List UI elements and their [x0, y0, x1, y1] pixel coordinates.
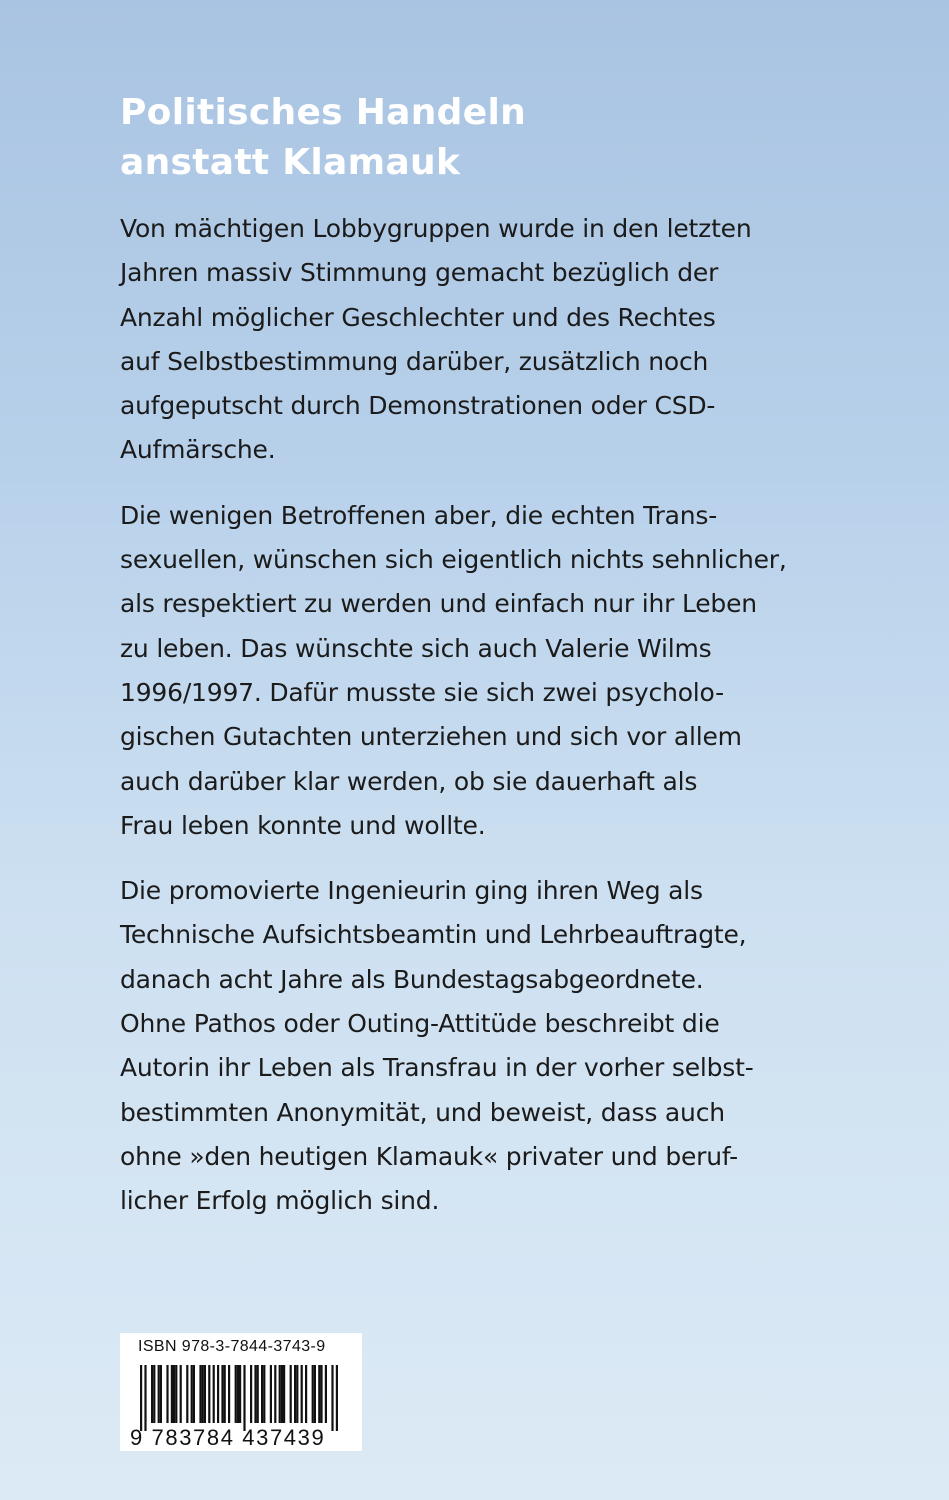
text-line: Die promovierte Ingenieurin ging ihren Weg als [120, 876, 703, 906]
barcode-bar [193, 1365, 195, 1423]
barcode-bar [199, 1365, 201, 1423]
barcode-bar [331, 1365, 333, 1431]
barcode-bar [180, 1365, 182, 1423]
isbn-barcode-box [120, 1333, 362, 1451]
barcode-bar [186, 1365, 188, 1423]
barcode-bar [160, 1365, 162, 1423]
barcode-bar [228, 1365, 230, 1423]
heading-line-2: anstatt Klamauk [120, 142, 461, 183]
barcode-bar [217, 1365, 219, 1423]
text-line: aufgeputscht durch Demonstrationen oder CSD- [120, 391, 716, 421]
barcode-bar [171, 1365, 173, 1423]
text-line: Anzahl möglicher Geschlechter und des Rechtes [120, 302, 716, 332]
text-line: gischen Gutachten unterziehen und sich vor allem [120, 722, 742, 752]
barcode-bar [202, 1365, 204, 1423]
barcode-bar [221, 1365, 223, 1423]
text-line: Jahren massiv Stimmung gemacht bezüglich der [120, 258, 719, 288]
barcode-bar [296, 1365, 298, 1423]
barcode-bar [173, 1365, 175, 1423]
barcode-bar [239, 1365, 241, 1423]
barcode-bar [208, 1365, 210, 1423]
barcode-bar [270, 1365, 272, 1423]
barcode-bar [140, 1365, 142, 1431]
barcode-bar [213, 1365, 215, 1423]
barcode-bar [279, 1365, 281, 1423]
barcode-bar [294, 1365, 296, 1423]
text-line: auf Selbstbestimmung darüber, zusätzlich noch [120, 346, 709, 376]
barcode-bar [318, 1365, 320, 1423]
barcode-bar [250, 1365, 252, 1423]
text-line: als respektiert zu werden und einfach nur ihr Leben [120, 589, 757, 619]
barcode-bar [301, 1365, 303, 1423]
barcode-bars [138, 1365, 348, 1431]
text-line: auch darüber klar werden, ob sie dauerhaft als [120, 766, 698, 796]
blurb-paragraph-2 [120, 494, 820, 848]
barcode-bar [283, 1365, 285, 1423]
barcode-bar [224, 1365, 226, 1423]
text-line: zu leben. Das wünschte sich auch Valerie Wilms [120, 633, 712, 663]
barcode-bar [336, 1365, 338, 1431]
barcode-bar [243, 1365, 245, 1431]
barcode-bar [166, 1365, 168, 1423]
barcode-bar [191, 1365, 193, 1423]
text-line: sexuellen, wünschen sich eigentlich nichts sehnlicher, [120, 545, 787, 575]
barcode-bar [254, 1365, 256, 1423]
text-line: Technische Aufsichtsbeamtin und Lehrbeauftragte, [120, 920, 747, 950]
text-line: Die wenigen Betroffenen aber, die echten Trans- [120, 500, 718, 530]
text-line: 1996/1997. Dafür musste sie sich zwei psycholo- [120, 677, 724, 707]
barcode-bar [204, 1365, 206, 1423]
barcode-bar [257, 1365, 259, 1423]
barcode-bar [290, 1365, 292, 1423]
isbn-label: ISBN 978-3-7844-3743-9 [138, 1338, 326, 1355]
text-line: Autorin ihr Leben als Transfrau in der vorher selbst- [120, 1053, 754, 1083]
barcode-bar [305, 1365, 307, 1423]
text-line: ohne »den heutigen Klamauk« privater und beruf- [120, 1141, 738, 1171]
barcode-bar [320, 1365, 322, 1423]
barcode-bar [175, 1365, 177, 1423]
barcode-bar [274, 1365, 276, 1423]
barcode-bar [314, 1365, 316, 1423]
barcode-bar [237, 1365, 239, 1423]
blurb-paragraph-3 [120, 869, 820, 1223]
barcode-bar [281, 1365, 283, 1423]
cover-heading [120, 88, 820, 188]
blurb-paragraph-1 [120, 207, 820, 473]
barcode-bar [325, 1365, 327, 1423]
text-line: Frau leben konnte und wollte. [120, 810, 486, 840]
barcode-bar [261, 1365, 263, 1423]
barcode-bar [151, 1365, 153, 1423]
barcode-bar [153, 1365, 155, 1423]
text-line: Aufmärsche. [120, 435, 276, 465]
heading-line-1: Politisches Handeln [120, 92, 527, 133]
text-line: Ohne Pathos oder Outing-Attitüde beschreibt die [120, 1009, 720, 1039]
barcode-bar [312, 1365, 314, 1423]
text-line: licher Erfolg möglich sind. [120, 1186, 440, 1216]
text-line: Von mächtigen Lobbygruppen wurde in den letzten [120, 214, 752, 243]
blurb-text [120, 207, 820, 1245]
barcode-bar [158, 1365, 160, 1423]
barcode-bar [263, 1365, 265, 1423]
barcode-digits: 9 783784 437439 [130, 1425, 326, 1450]
barcode-bar [235, 1365, 237, 1423]
text-line: danach acht Jahre als Bundestagsabgeordnete. [120, 964, 704, 994]
barcode-bar [144, 1365, 146, 1431]
text-line: bestimmten Anonymität, und beweist, dass auch [120, 1097, 725, 1127]
